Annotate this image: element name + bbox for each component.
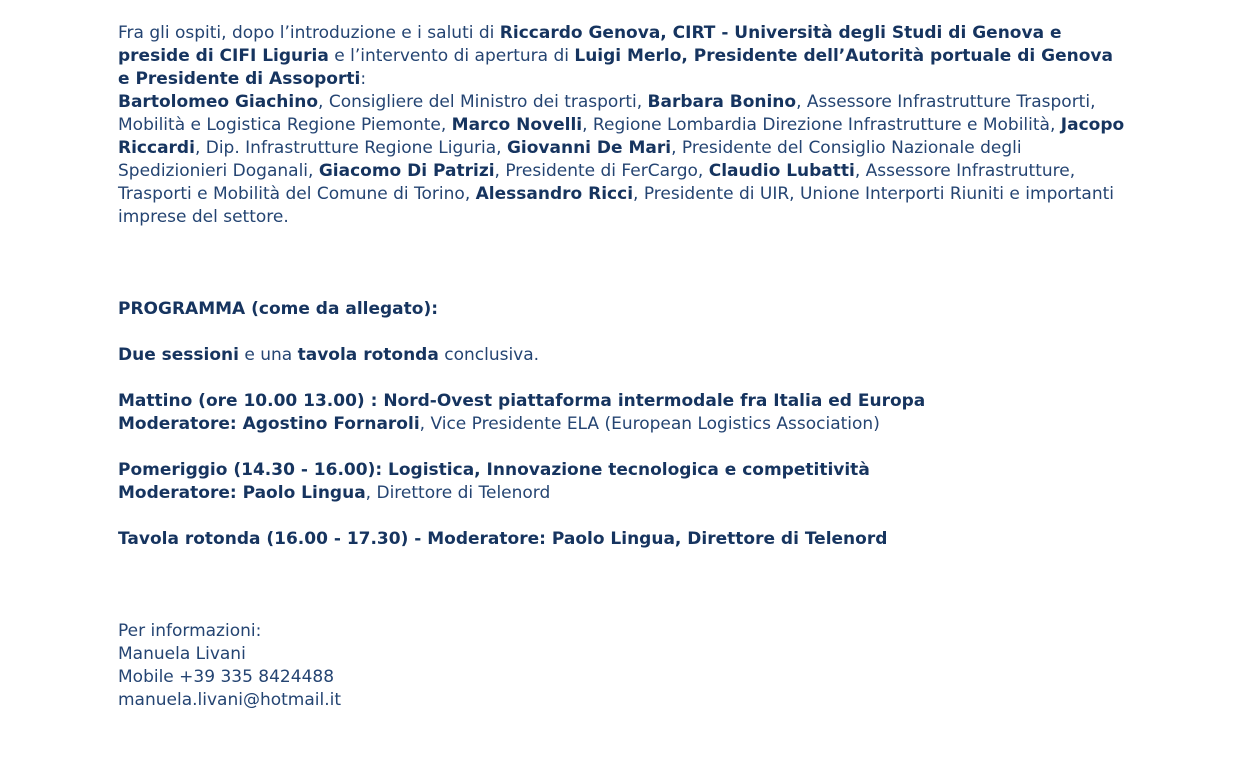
intro-text-2: e l’intervento di apertura di [328, 46, 575, 66]
spacer [118, 321, 1128, 344]
intro-host: Riccardo Genova, CIRT - Università degli Studi di Genova e preside di CIFI Liguria [118, 23, 1062, 66]
sessions-line [118, 344, 1128, 367]
pomeriggio-moderator-role: , Direttore di Telenord [365, 483, 551, 503]
guest-name: Giovanni De Mari [506, 138, 672, 158]
guest-role: , Consigliere del Ministro dei trasporti, [318, 92, 648, 112]
pomeriggio-moderator-name: Moderatore: Paolo Lingua [118, 483, 366, 503]
contact-mobile: Mobile +39 335 8424488 [118, 667, 335, 687]
guest-role: , Assessore Infrastrutture, Trasporti e Mobilità del Comune di Torino, [118, 161, 1076, 204]
mattino-moderator-role: , Vice Presidente ELA (European Logistics Association) [419, 414, 880, 434]
pomeriggio-title [118, 459, 1128, 482]
guest-name: Giacomo Di Patrizi [318, 161, 495, 181]
pomeriggio-title-text: Pomeriggio (14.30 - 16.00): Logistica, Innovazione tecnologica e competitività [118, 460, 870, 480]
intro-paragraph [118, 22, 1128, 91]
contact-email: manuela.livani@hotmail.it [118, 690, 342, 710]
guest-role: , Assessore Infrastrutture Trasporti, Mobilità e Logistica Regione Piemonte, [118, 92, 1096, 135]
guest-name: Alessandro Ricci [475, 184, 634, 204]
document-page [118, 22, 1128, 712]
tavola-rotonda-text: Tavola rotonda (16.00 - 17.30) - Moderatore: Paolo Lingua, Direttore di Telenord [118, 529, 888, 549]
mattino-title [118, 390, 1128, 413]
mattino-moderator [118, 413, 1128, 436]
guest-name: Barbara Bonino [647, 92, 797, 112]
sessions-bold-2: tavola rotonda [297, 345, 439, 365]
tavola-rotonda [118, 528, 1128, 551]
spacer [118, 229, 1128, 298]
guest-name: Claudio Lubatti [708, 161, 855, 181]
intro-text-3: : [360, 69, 367, 89]
contact-label: Per informazioni: [118, 621, 262, 641]
guest-name: Marco Novelli [451, 115, 583, 135]
programma-heading [118, 298, 1128, 321]
pomeriggio-moderator [118, 482, 1128, 505]
spacer [118, 436, 1128, 459]
guest-role: , Regione Lombardia Direzione Infrastrutture e Mobilità, [582, 115, 1061, 135]
mattino-moderator-name: Moderatore: Agostino Fornaroli [118, 414, 420, 434]
guest-role: , Dip. Infrastrutture Regione Liguria, [194, 138, 507, 158]
guest-role: , Presidente del Consiglio Nazionale degli Spedizionieri Doganali, [118, 138, 1022, 181]
intro-opening-speaker: Luigi Merlo, Presidente dell’Autorità portuale di Genova e Presidente di Assoporti [118, 46, 1113, 89]
guest-name: Bartolomeo Giachino [118, 92, 319, 112]
guests-paragraph [118, 91, 1128, 229]
spacer [118, 505, 1128, 528]
mattino-title-text: Mattino (ore 10.00 13.00) : Nord-Ovest piattaforma intermodale fra Italia ed Europa [118, 391, 926, 411]
spacer [118, 367, 1128, 390]
sessions-bold-1: Due sessioni [118, 345, 239, 365]
guest-name: Jacopo Riccardi [118, 115, 1125, 158]
spacer [118, 551, 1128, 620]
contact-name: Manuela Livani [118, 644, 246, 664]
sessions-text-2: conclusiva. [438, 345, 540, 365]
sessions-text-1: e una [238, 345, 298, 365]
programma-heading-text: PROGRAMMA (come da allegato): [118, 299, 439, 319]
guest-role: , Presidente di UIR, Unione Interporti Riuniti e importanti imprese del settore. [118, 184, 1115, 227]
guest-role: , Presidente di FerCargo, [494, 161, 709, 181]
intro-text-1: Fra gli ospiti, dopo l’introduzione e i saluti di [118, 23, 500, 43]
